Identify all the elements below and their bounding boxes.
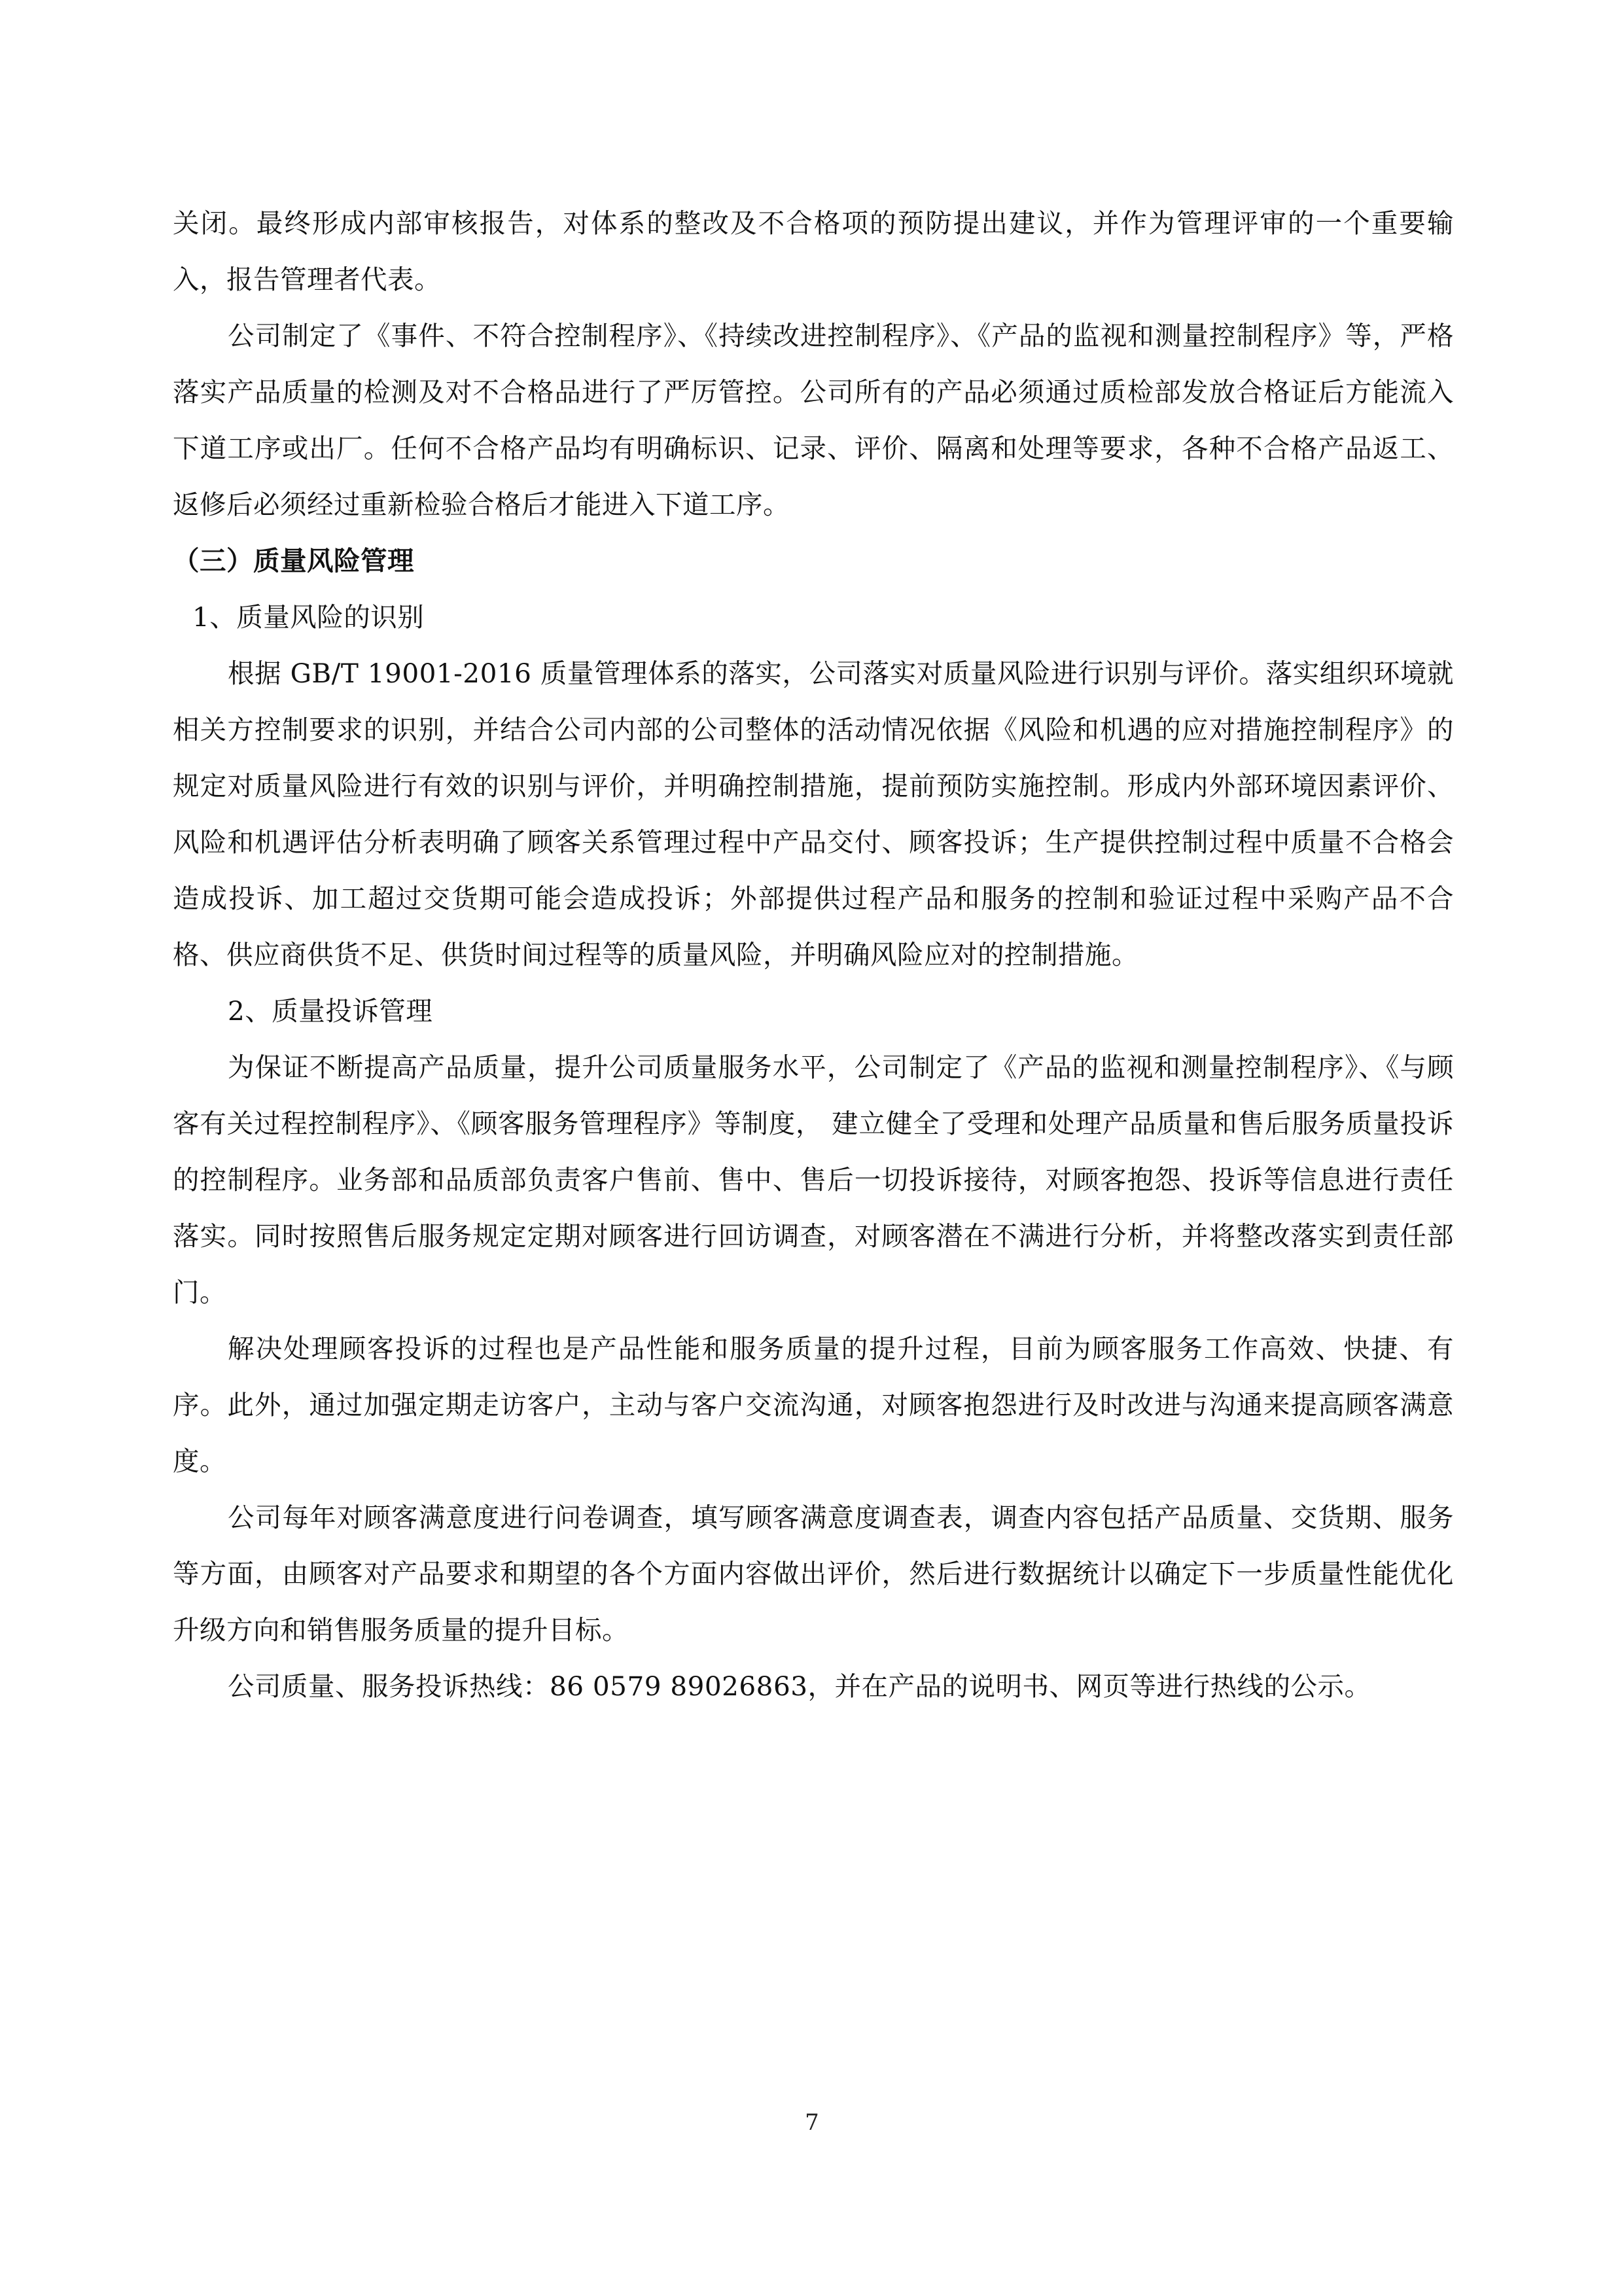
- section-heading: （三）质量风险管理: [173, 545, 414, 576]
- paragraph-complaint-procedures: 为保证不断提高产品质量，提升公司质量服务水平，公司制定了《产品的监视和测量控制程序》、《与顾客有关过程控制程序》、《顾客服务管理程序》等制度， 建立健全了受理和处理产品质量和售后服务质量投诉的控制程序。业务部和品质部负责客户售前、售中、售后一切投诉接待，对顾客抱怨、投诉等信息进行责任落实。同时按照售后服务规定定期对顾客进行回访调查，对顾客潜在不满进行分析，并将整改落实到责任部门。: [173, 1051, 1454, 1308]
- paragraph-continuation: 关闭。最终形成内部审核报告，对体系的整改及不合格项的预防提出建议，并作为管理评审的一个重要输入，报告管理者代表。: [173, 207, 1454, 295]
- paragraph-control-procedures: 公司制定了《事件、不符合控制程序》、《持续改进控制程序》、《产品的监视和测量控制程序》等，严格落实产品质量的检测及对不合格品进行了严厉管控。公司所有的产品必须通过质检部发放合格证后方能流入下道工序或出厂。任何不合格产品均有明确标识、记录、评价、隔离和处理等要求，各种不合格产品返工、返修后必须经过重新检验合格后才能进入下道工序。: [173, 320, 1454, 520]
- paragraph-complaint-handling: 解决处理顾客投诉的过程也是产品性能和服务质量的提升过程，目前为顾客服务工作高效、快捷、有序。此外，通过加强定期走访客户，主动与客户交流沟通，对顾客抱怨进行及时改进与沟通来提高顾客满意度。: [173, 1333, 1454, 1477]
- paragraph-satisfaction-survey: 公司每年对顾客满意度进行问卷调查，填写顾客满意度调查表，调查内容包括产品质量、交货期、服务等方面，由顾客对产品要求和期望的各个方面内容做出评价，然后进行数据统计以确定下一步质量性能优化升级方向和销售服务质量的提升目标。: [173, 1502, 1454, 1646]
- subsection-title-complaint-management: 2、质量投诉管理: [228, 995, 433, 1027]
- page-body: [173, 195, 1454, 1714]
- page-number: 7: [805, 2110, 819, 2136]
- subsection-title-risk-identification: 1、质量风险的识别: [192, 601, 425, 633]
- paragraph-hotline: 公司质量、服务投诉热线：86 0579 89026863，并在产品的说明书、网页等进行热线的公示。: [228, 1670, 1371, 1702]
- paragraph-risk-identification: 根据 GB/T 19001-2016 质量管理体系的落实，公司落实对质量风险进行识别与评价。落实组织环境就相关方控制要求的识别，并结合公司内部的公司整体的活动情况依据《风险和机遇的应对措施控制程序》的规定对质量风险进行有效的识别与评价，并明确控制措施，提前预防实施控制。形成内外部环境因素评价、风险和机遇评估分析表明确了顾客关系管理过程中产品交付、顾客投诉；生产提供控制过程中质量不合格会造成投诉、加工超过交货期可能会造成投诉；外部提供过程产品和服务的控制和验证过程中采购产品不合格、供应商供货不足、供货时间过程等的质量风险，并明确风险应对的控制措施。: [173, 658, 1454, 970]
